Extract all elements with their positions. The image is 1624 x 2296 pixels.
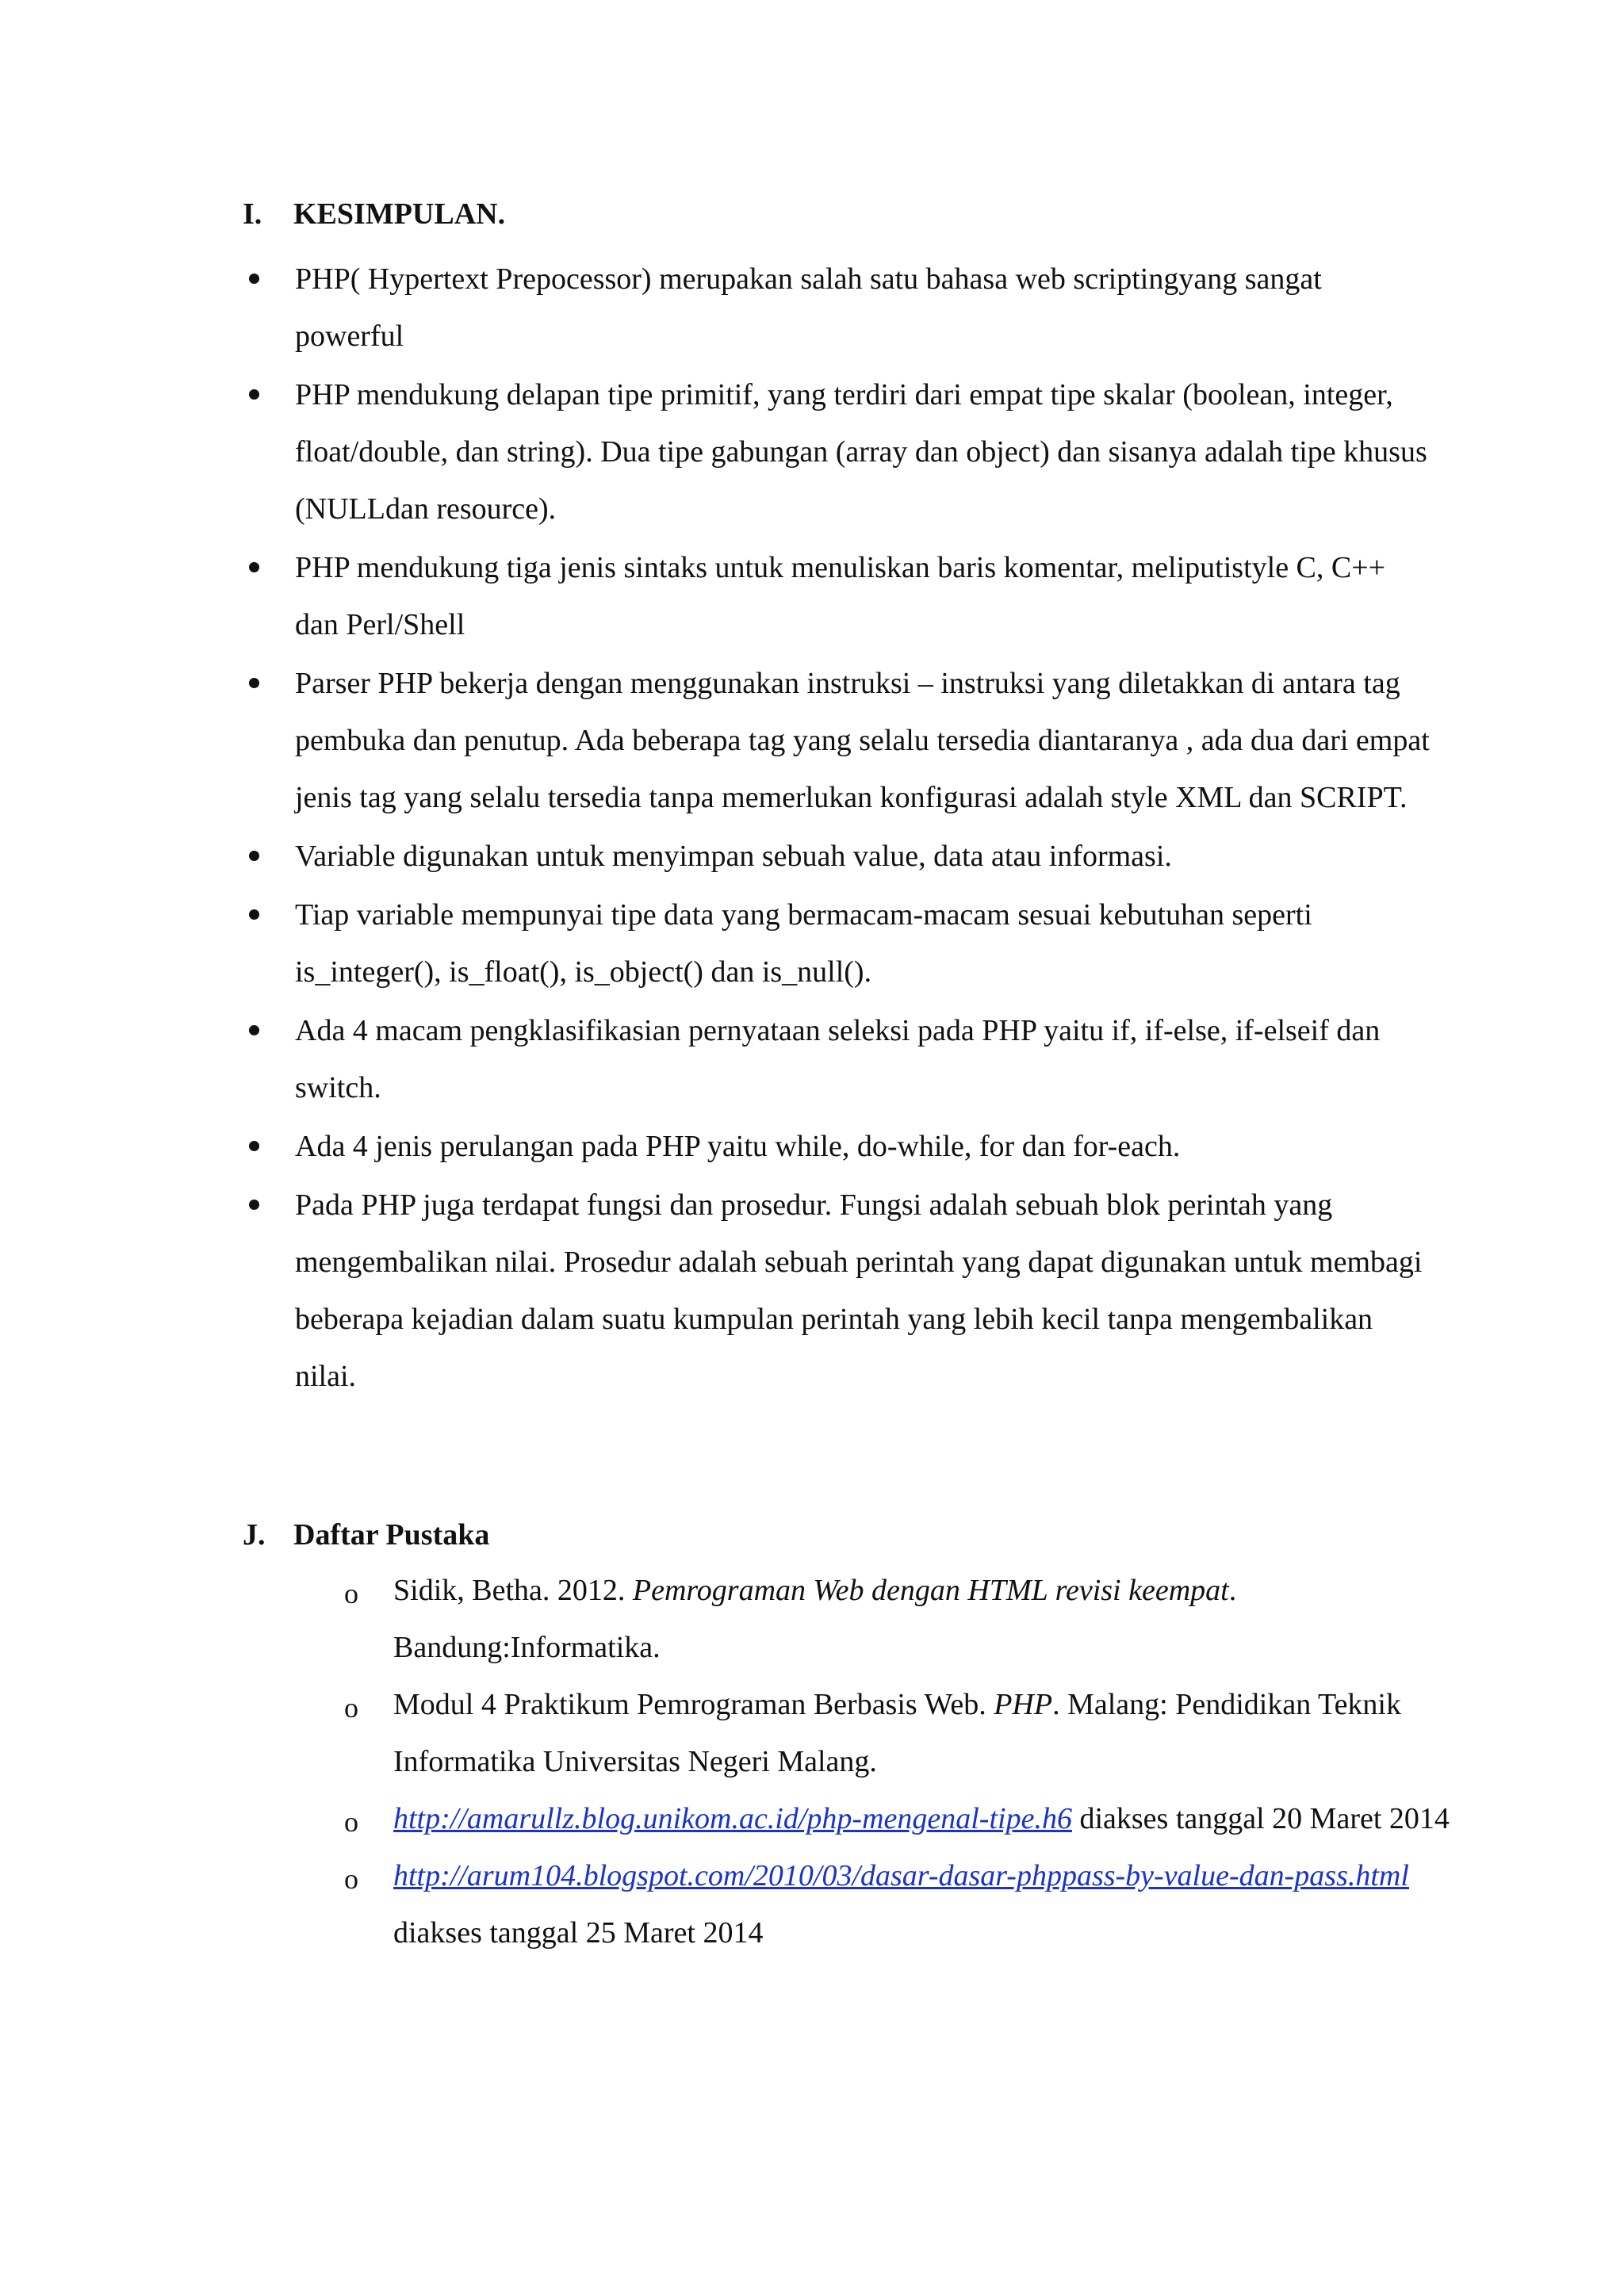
section-title: KESIMPULAN. [293,197,506,231]
reference-text: diakses tanggal 20 Maret 2014 [1071,1802,1450,1835]
reference-text: Sidik, Betha. 2012. [393,1574,633,1607]
reference-item [341,1790,1451,1847]
reference-text: . Bandung:Informatika. [393,1574,1237,1664]
list-item [243,1177,1432,1405]
reference-title: PHP [994,1688,1053,1721]
bullet-icon [249,678,259,688]
list-item-text: Parser PHP bekerja dengan menggunakan instruksi – instruksi yang diletakkan di antara tag pembuka dan penutup. Ada beberapa tag yang selalu tersedia diantaranya , ada dua dari empat jenis tag yang selalu tersedia tanpa memerlukan konfigurasi adalah style XML dan SCRIPT. [295,667,1430,814]
reference-item [341,1847,1451,1961]
list-item-text: Ada 4 jenis perulangan pada PHP yaitu while, do-while, for dan for-each. [295,1130,1181,1163]
list-item [243,539,1432,653]
list-item-text: PHP mendukung tiga jenis sintaks untuk menuliskan baris komentar, meliputistyle C, C++ dan Perl/Shell [295,551,1386,641]
reference-text: Modul 4 Praktikum Pemrograman Berbasis Web. [393,1688,994,1721]
reference-item [341,1562,1451,1676]
list-item [243,251,1432,365]
reference-item [341,1676,1451,1790]
bullet-icon [249,562,259,572]
list-item-text: PHP mendukung delapan tipe primitif, yang terdiri dari empat tipe skalar (boolean, integer, float/double, dan string). Dua tipe gabungan (array dan object) dan sisanya adalah tipe khusus (NULLdan resource). [295,378,1427,526]
section-number: I. [243,197,262,231]
list-item [243,655,1432,826]
list-item-text: PHP( Hypertext Prepocessor) merupakan salah satu bahasa web scriptingyang sangat powerful [295,262,1322,353]
section-number: J. [243,1518,266,1552]
bullet-icon [249,274,259,284]
bullet-icon [249,1025,259,1035]
list-item-text: Variable digunakan untuk menyimpan sebuah value, data atau informasi. [295,840,1172,873]
list-item [243,1002,1432,1116]
list-item [243,1118,1432,1175]
bullet-icon [249,1200,259,1210]
bullet-icon [249,909,259,920]
conclusion-list [243,251,1432,1406]
section-heading-kesimpulan [243,195,505,233]
list-item-text: Pada PHP juga terdapat fungsi dan prosedur. Fungsi adalah sebuah blok perintah yang mengembalikan nilai. Prosedur adalah sebuah perintah yang dapat digunakan untuk membagi beberapa kejadian dalam suatu kumpulan perintah yang lebih kecil tanpa mengembalikan nilai. [295,1188,1423,1393]
reference-link[interactable]: http://arum104.blogspot.com/2010/03/dasar-dasar-phppass-by-value-dan-pass.html [393,1859,1409,1892]
reference-title: Pemrograman Web dengan HTML revisi keempat [632,1574,1229,1607]
reference-link[interactable]: http://amarullz.blog.unikom.ac.id/php-mengenal-tipe.h6 [393,1802,1072,1835]
circle-bullet-icon: o [344,1863,358,1895]
section-title: Daftar Pustaka [293,1518,490,1552]
circle-bullet-icon: o [344,1806,358,1838]
circle-bullet-icon: o [344,1578,358,1609]
list-item-text: Ada 4 macam pengklasifikasian pernyataan seleksi pada PHP yaitu if, if-else, if-elseif dan switch. [295,1014,1381,1104]
reference-text: diakses tanggal 25 Maret 2014 [393,1916,764,1950]
list-item [243,366,1432,538]
list-item-text: Tiap variable mempunyai tipe data yang bermacam-macam sesuai kebutuhan seperti is_integer(), is_float(), is_object() dan is_null(). [295,898,1312,989]
reference-list [341,1562,1451,1961]
bullet-icon [249,1141,259,1151]
list-item [243,886,1432,1001]
section-heading-daftar-pustaka [243,1516,489,1554]
bullet-icon [249,389,259,400]
bullet-icon [249,851,259,861]
reference-text: . Malang: Pendidikan Teknik Informatika Universitas Negeri Malang. [393,1688,1401,1778]
list-item [243,828,1432,885]
circle-bullet-icon: o [344,1692,358,1724]
